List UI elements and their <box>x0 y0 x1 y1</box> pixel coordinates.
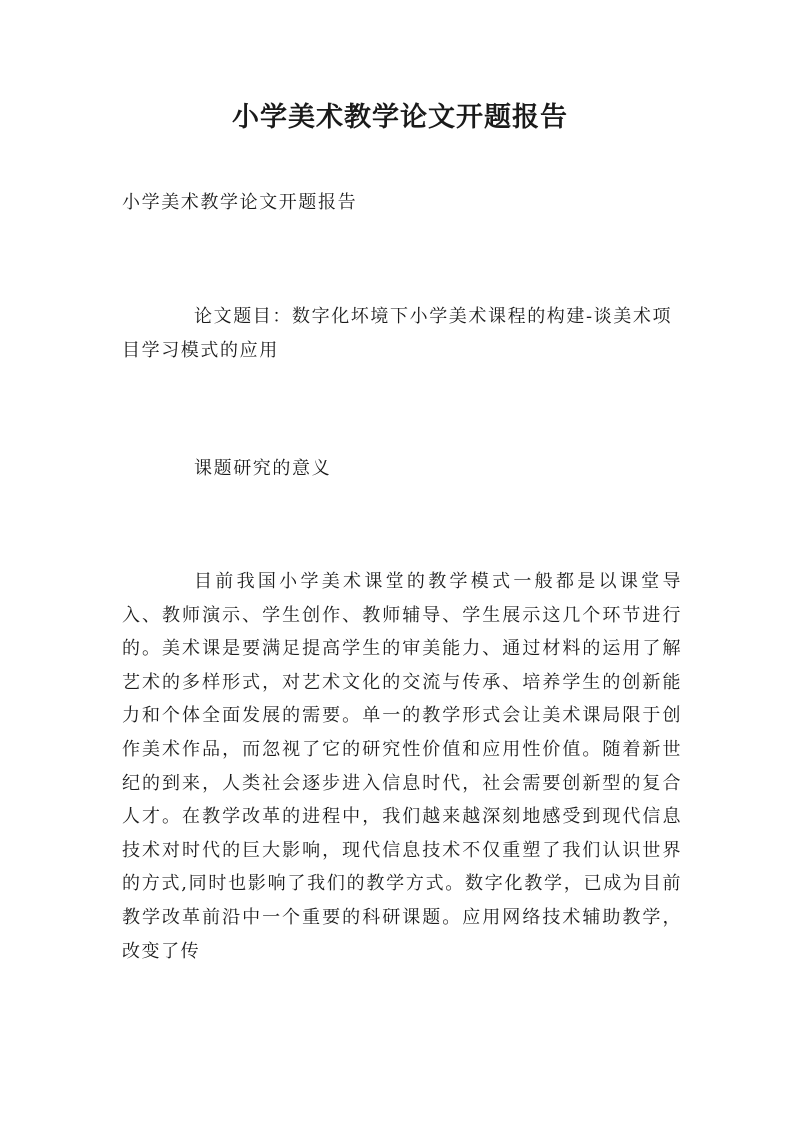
document-subtitle: 小学美术教学论文开题报告 <box>122 192 358 213</box>
section-heading: 课题研究的意义 <box>194 458 332 479</box>
thesis-topic: 论文题目：数字化坏境下小学美术课程的构建-谈美术项目学习模式的应用 <box>122 306 673 361</box>
document-title: 小学美术教学论文开题报告 <box>232 102 568 133</box>
body-paragraph: 目前我国小学美术课堂的教学模式一般都是以课堂导入、教师演示、学生创作、教师辅导、学生展示这几个环节进行的。美术课是要满足提高学生的审美能力、通过材料的运用了解艺术的多样形式，对艺术文化的交流与传承、培养学生的创新能力和个体全面发展的需要。单一的教学形式会让美术课局限于创作美术作品，而忽视了它的研究性价值和应用性价值。随着新世纪的到来，人类社会逐步进入信息时代，社会需要创新型的复合人才。在教学改革的进程中，我们越来越深刻地感受到现代信息技术对时代的巨大影响，现代信息技术不仅重塑了我们认识世界的方式,同时也影响了我们的教学方式。数字化教学，已成为目前教学改革前沿中一个重要的科研课题。应用网络技术辅助教学，改变了传 <box>122 571 682 962</box>
